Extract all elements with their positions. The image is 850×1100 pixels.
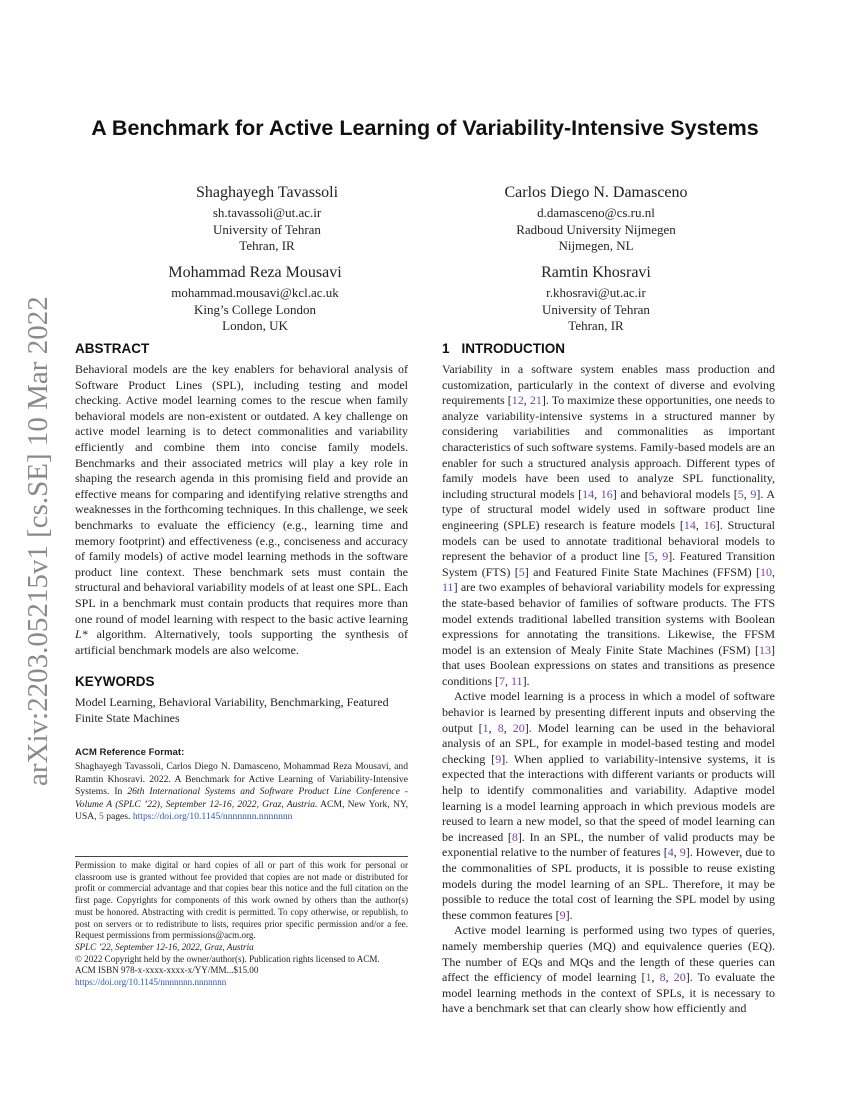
paragraph-text: ]. xyxy=(522,673,530,688)
paragraph-text: ]. However, due to the commonalities of SPL products, it is possible to reuse existing models during the model learning of an SPL. Therefore, it may be possible to reduce the total cost of learning the SPL model by using these common features [ xyxy=(442,845,776,922)
author-name: Shaghayegh Tavassoli xyxy=(195,184,339,201)
footnote-doi-link[interactable]: https://doi.org/10.1145/nnnnnnn.nnnnnnn xyxy=(75,977,227,988)
keywords-heading: KEYWORDS xyxy=(75,674,155,690)
citation-link[interactable]: 1 xyxy=(482,720,489,735)
citation-link[interactable]: 9 xyxy=(679,845,686,860)
paragraph-text: , xyxy=(505,673,511,688)
author-affiliation: University of Tehran xyxy=(213,221,321,237)
author-block-2 xyxy=(466,183,726,255)
citation-link[interactable]: 8 xyxy=(511,829,518,844)
paragraph-text: ] that uses Boolean expressions on states and transitions as presence conditions [ xyxy=(442,642,775,688)
citation-link[interactable]: 8 xyxy=(659,970,666,985)
arxiv-stamp-svg xyxy=(16,294,56,794)
paragraph-text: ] and Featured Finite State Machines (FFSM) [ xyxy=(524,564,760,579)
author-name: Ramtin Khosravi xyxy=(541,264,651,281)
author-email: sh.tavassoli@ut.ac.ir xyxy=(212,205,322,220)
author-email: d.damasceno@cs.ru.nl xyxy=(537,205,655,220)
paragraph-text: ]. A type of structural model widely used in software product line engineering (SPLE) research is feature models [ xyxy=(442,486,776,532)
paragraph-text: ]. Structural models can be used to annotate traditional behavioral models to represent the behavior of a product line [ xyxy=(442,517,775,564)
author-affiliation: King’s College London xyxy=(193,301,317,317)
paragraph-text: , xyxy=(673,845,680,860)
author-block-4 xyxy=(466,263,726,335)
citation-link[interactable]: 20 xyxy=(673,970,686,985)
paragraph-text: , xyxy=(651,970,660,985)
abstract-text xyxy=(75,362,408,658)
copyright-footnote xyxy=(75,856,408,989)
right-column xyxy=(442,340,775,1017)
paragraph-text: ]. When applied to variability-intensive systems, it is expected that the interactions with different variants or products will help to identify commonalities and variability. Adaptive model learning is a model learning approach in which previous models are reused to learn a new model, so that the speed of model learning can be increased [ xyxy=(442,751,775,844)
citation-link[interactable]: 5 xyxy=(737,486,744,501)
acm-reference-doi-link[interactable]: https://doi.org/10.1145/nnnnnnn.nnnnnnn xyxy=(132,811,293,823)
acm-reference-publisher: ACM, New York, NY, USA, xyxy=(75,798,408,823)
paragraph-text: , xyxy=(503,720,513,735)
acm-reference-authors: Shaghayegh Tavassoli, Carlos Diego N. Damasceno, Mohammad Reza Mousavi, and Ramtin Khosravi. 2022. A Benchmark for Active Learning of Variability-Intensive Systems. In xyxy=(75,761,408,798)
paragraph-text: ]. Model learning can be used in the behavioral analysis of an SPL, for example in model-based testing and model checking [ xyxy=(442,720,776,766)
paragraph-text: Active model learning is a process in which a model of software behavior is learned by presenting different inputs and observing the output [ xyxy=(442,689,775,735)
citation-link[interactable]: 4 xyxy=(667,845,674,860)
paragraph-text: , xyxy=(594,486,601,501)
citation-link[interactable]: 11 xyxy=(442,580,454,595)
paragraph-text: ]. Featured Transition System (FTS) [ xyxy=(442,549,775,579)
citation-link[interactable]: 16 xyxy=(703,517,716,532)
citation-link[interactable]: 9 xyxy=(559,907,566,922)
paragraph-text: ]. To evaluate the model learning methods in the context of SPLs, it is necessary to have a benchmark set that can clearly show how efficiently and xyxy=(442,970,776,1016)
paragraph-text: Variability in a software system enables mass production and customization, particularly in the context of diverse and evolving requirements [ xyxy=(442,362,775,408)
abstract-body-end: algorithm. Alternatively, tools supporting the synthesis of artificial benchmark models are also welcome. xyxy=(75,627,408,657)
conference-line xyxy=(75,942,408,954)
arxiv-stamp xyxy=(16,294,56,794)
citation-link[interactable]: 16 xyxy=(600,486,613,501)
author-location: Tehran, IR xyxy=(239,238,295,253)
paragraph-text: , xyxy=(523,393,530,408)
section-title: INTRODUCTION xyxy=(461,341,566,356)
author-block-3 xyxy=(125,263,385,335)
paragraph-text: , xyxy=(665,970,674,985)
paragraph-text: ] are two examples of behavioral variability models for expressing the state-based behavior of families of software products. The FTS model extends traditional labelled transition systems with Boolean expressions for annotating the transitions. Likewise, the FFSM model is an extension of Mealy Finite State Machines (FSM) [ xyxy=(442,580,775,657)
citation-link[interactable]: 5 xyxy=(518,564,525,579)
citation-link[interactable]: 10 xyxy=(759,564,772,579)
copyright-line: © 2022 Copyright held by the owner/author(s). Publication rights licensed to ACM. xyxy=(75,953,380,964)
author-name: Carlos Diego N. Damasceno xyxy=(504,184,688,201)
permission-text: Permission to make digital or hard copies of all or part of this work for personal or classroom use is granted without fee provided that copies are not made or distributed for profit or commercial advantage and that copies bear this notice and the full citation on the first page. Copyrights for components of this work owned by others than the author(s) must be honored. Abstracting with credit is permitted. To copy otherwise, or republish, to post on servers or to redistribute to lists, requires prior specific permission and/or a fee. Request permissions from permissions@acm.org. xyxy=(75,860,408,941)
intro-paragraph-1 xyxy=(442,362,775,689)
paragraph-text: , xyxy=(771,564,775,579)
abstract-body: Behavioral models are the key enablers for behavioral analysis of Software Product Lines (SPL), including testing and model checking. Active model learning comes to the rescue when family behavioral models are non-existent or outdated. A key challenge on active model learning is to detect commonalities and variability efficiently and combine them into concise family models. Benchmarks and their associated metrics will play a key role in shaping the research agenda in this promising field and provide an effective means for comparing and identifying relative strengths and weaknesses in the forthcoming techniques. In this challenge, we seek benchmarks to evaluate the efficiency (e.g., learning time and memory footprint) and effectiveness (e.g., conciseness and accuracy of family models) of active model learning methods in the software product line context. These benchmark sets must contain the structural and behavioral variability models of at least one SPL. Each SPL in a benchmark must contain products that requires more than one round of model learning with respect to the basic active learning xyxy=(75,362,408,626)
citation-link[interactable]: 13 xyxy=(759,642,771,657)
author-name: Mohammad Reza Mousavi xyxy=(168,264,342,281)
citation-link[interactable]: 1 xyxy=(645,970,652,985)
author-affiliation: Radboud University Nijmegen xyxy=(516,221,676,237)
citation-link[interactable]: 7 xyxy=(499,673,505,688)
author-affiliation: University of Tehran xyxy=(542,301,650,317)
keywords-text: Model Learning, Behavioral Variability, Benchmarking, Featured Finite State Machines xyxy=(75,695,389,725)
intro-paragraph-2 xyxy=(442,689,775,923)
author-location: Nijmegen, NL xyxy=(558,238,634,253)
citation-link[interactable]: 9 xyxy=(495,751,502,766)
arxiv-id: arXiv:2203.05215v1 [cs.SE] 10 Mar 2022 xyxy=(22,296,54,786)
abstract-heading: ABSTRACT xyxy=(75,341,150,356)
acm-reference-pages-suffix: pages. xyxy=(103,811,133,823)
intro-heading xyxy=(442,340,775,358)
author-email: mohammad.mousavi@kcl.ac.uk xyxy=(171,285,339,300)
paragraph-text: ]. To maximize these opportunities, one needs to analyze variability-intensive systems in a structured manner by considering variabilities and commonalities as important characteristics of such software systems. Family-based models are an enabler for such a structured analysis approach. Different types of family models have been used to analyze SPL functionality, including structural models [ xyxy=(442,393,776,501)
paragraph-text: ]. In an SPL, the number of valid products may be exponential relative to the number of features [ xyxy=(442,829,775,860)
section-number: 1 xyxy=(442,341,450,356)
author-location: London, UK xyxy=(222,318,288,333)
paragraph-text: ]. xyxy=(565,907,573,922)
acm-reference-pages-link[interactable]: 5 xyxy=(99,811,104,823)
author-location: Tehran, IR xyxy=(568,318,624,333)
citation-link[interactable]: 11 xyxy=(511,673,523,688)
citation-link[interactable]: 9 xyxy=(662,549,669,564)
author-email: r.khosravi@ut.ac.ir xyxy=(546,285,646,300)
acm-reference-venue: 26th International Systems and Software Product Line Conference - Volume A (SPLC ’22), September 12-16, 2022, Graz, Austria. xyxy=(75,786,408,810)
paragraph-text: ] and behavioral models [ xyxy=(612,486,738,501)
paragraph-text: , xyxy=(488,720,498,735)
citation-link[interactable]: 12 xyxy=(511,393,524,408)
isbn-line: ACM ISBN 978-x-xxxx-xxxx-x/YY/MM...$15.00 xyxy=(75,965,259,976)
citation-link[interactable]: 9 xyxy=(750,486,757,501)
citation-link[interactable]: 8 xyxy=(497,720,504,735)
paragraph-text: Active model learning is performed using two types of queries, namely membership queries (MQ) and equivalence queries (EQ). The number of EQs and MQs and the length of these queries can affect the efficiency of model learning [ xyxy=(442,923,775,985)
author-block-1 xyxy=(137,183,397,255)
paragraph-text: , xyxy=(695,517,704,532)
paper-title: A Benchmark for Active Learning of Variability-Intensive Systems xyxy=(91,116,759,140)
paragraph-text: , xyxy=(743,486,751,501)
intro-paragraph-3 xyxy=(442,923,775,1017)
citation-link[interactable]: 21 xyxy=(529,393,542,408)
left-column xyxy=(75,340,408,824)
citation-link[interactable]: 20 xyxy=(512,720,525,735)
lstar-symbol: L* xyxy=(75,627,88,642)
citation-link[interactable]: 5 xyxy=(648,549,655,564)
conference-text: SPLC ’22, September 12-16, 2022, Graz, Austria xyxy=(75,941,254,952)
citation-link[interactable]: 14 xyxy=(582,486,595,501)
acm-reference-text xyxy=(75,761,408,823)
citation-link[interactable]: 14 xyxy=(683,517,696,532)
paragraph-text: , xyxy=(654,549,663,564)
acm-reference-heading: ACM Reference Format: xyxy=(75,747,185,759)
